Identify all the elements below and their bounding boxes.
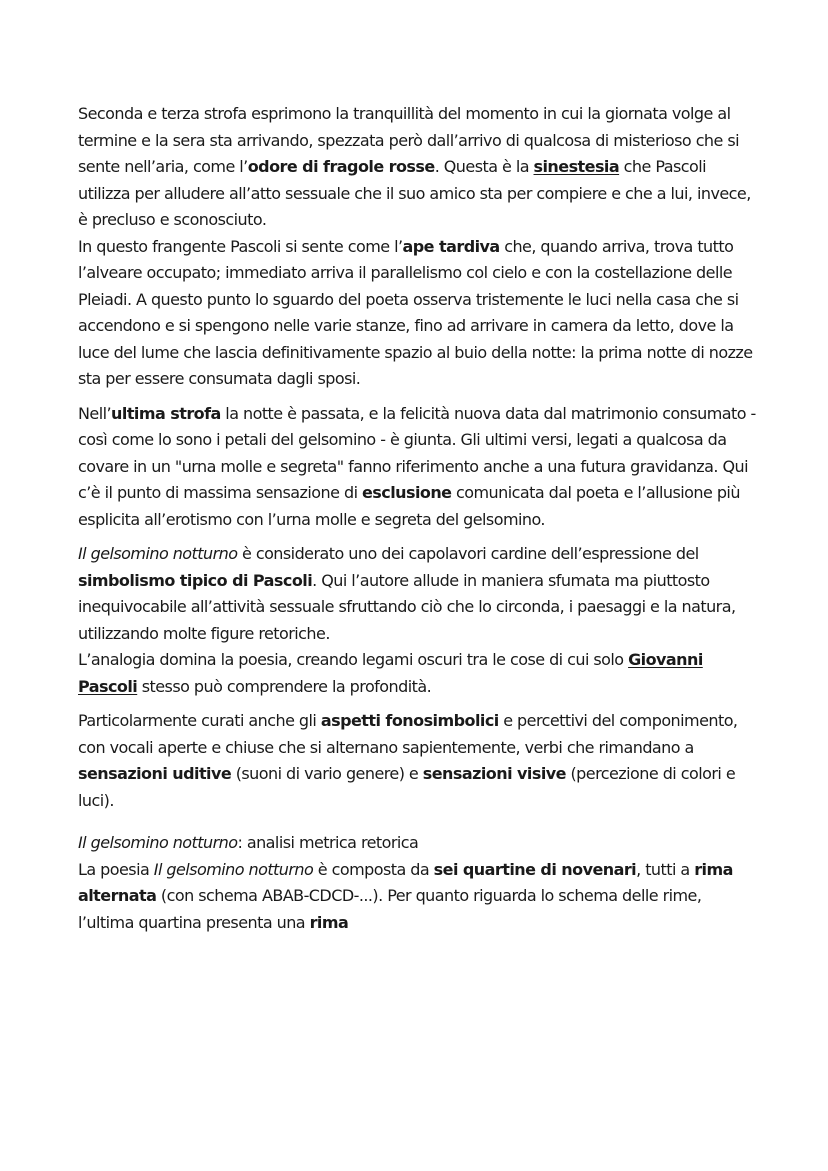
bold-term: esclusione	[362, 483, 452, 502]
bold-term: simbolismo tipico di Pascoli	[78, 570, 313, 590]
paragraph-phonosymbolic: Particolarmente curati anche gli aspetti fonosimbolici e percettivi del componimento, con vocali aperte e chiuse che si alternano sapientemente, verbi che rimandano a sensazioni uditive (suoni di vario genere) e sensazioni visive (percezione di colori e luci).	[78, 711, 738, 810]
paragraph-ape-tardiva: In questo frangente Pascoli si sente come l’ape tardiva che, quando arriva, trova tutto l’alveare occupato; immediato arriva il parallelismo col cielo e con la costellazione delle Pleiadi. A questo punto lo sguardo del poeta osserva tristemente le luci nella casa che si accendono e si spengono nelle varie stanze, fino ad arrivare in camera da letto, dove la luce del lume che lascia definitivamente spazio al buio della notte: la prima notte di nozze sta per essere consumata dagli sposi.	[78, 236, 753, 388]
paragraph-analogy: L’analogia domina la poesia, creando legami oscuri tra le cose di cui solo Giovanni Pascoli stesso può comprendere la profondità.	[78, 650, 703, 696]
bold-term: sensazioni visive	[422, 764, 566, 783]
paragraph-second-third-strophe: Seconda e terza strofa esprimono la tranquillità del momento in cui la giornata volge al termine e la sera sta arrivando, spezzata però dall’arrivo di qualcosa di misterioso che si sente nell’aria, come l’odore di fragole rosse. Questa è la sinestesia che Pascoli utilizza per alludere all’atto sessuale che il suo amico sta per compiere e che a lui, invece, è precluso e sconosciuto.	[78, 104, 751, 229]
bold-term: rima alternata	[78, 859, 733, 905]
giovanni-pascoli-link[interactable]: Giovanni Pascoli	[78, 650, 703, 696]
italic-title: Il gelsomino notturno	[153, 859, 314, 879]
document-page	[78, 101, 758, 936]
paragraph-symbolism: Il gelsomino notturno è considerato uno dei capolavori cardine dell’espressione del simbolismo tipico di Pascoli. Qui l’autore allude in maniera sfumata ma piuttosto inequivocabile all’attività sessuale sfruttando ciò che lo circonda, i paesaggi e la natura, utilizzando molte figure retoriche.	[78, 544, 736, 643]
paragraph-last-strophe: Nell’ultima strofa la notte è passata, e la felicità nuova data dal matrimonio consumato - così come lo sono i petali del gelsomino - è giunta. Gli ultimi versi, legati a qualcosa da covare in un "urna molle e segreta" fanno riferimento anche a una futura gravidanza. Qui c’è il punto di massima sensazione di esclusione comunicata dal poeta e l’allusione più esplicita all’erotismo con l’urna molle e segreta del gelsomino.	[78, 403, 756, 529]
bold-term: ultima strofa	[111, 403, 221, 423]
bold-term: sei quartine di novenari	[433, 859, 637, 879]
bold-term: rima	[309, 912, 349, 932]
bold-term: aspetti fonosimbolici	[320, 711, 499, 730]
italic-title: Il gelsomino notturno	[78, 833, 238, 852]
bold-term: sensazioni uditive	[78, 764, 232, 783]
paragraph-metrics: La poesia Il gelsomino notturno è composta da sei quartine di novenari, tutti a rima alternata (con schema ABAB-CDCD-...). Per quanto riguarda lo schema delle rime, l’ultima quartina presenta una rima	[78, 859, 733, 932]
bold-term: odore di fragole rosse	[247, 157, 435, 176]
italic-title: Il gelsomino notturno	[78, 544, 238, 563]
bold-term: ape tardiva	[402, 236, 500, 256]
section-heading-metric-analysis: Il gelsomino notturno: analisi metrica retorica	[78, 833, 419, 852]
sinestesia-link[interactable]: sinestesia	[533, 157, 620, 176]
